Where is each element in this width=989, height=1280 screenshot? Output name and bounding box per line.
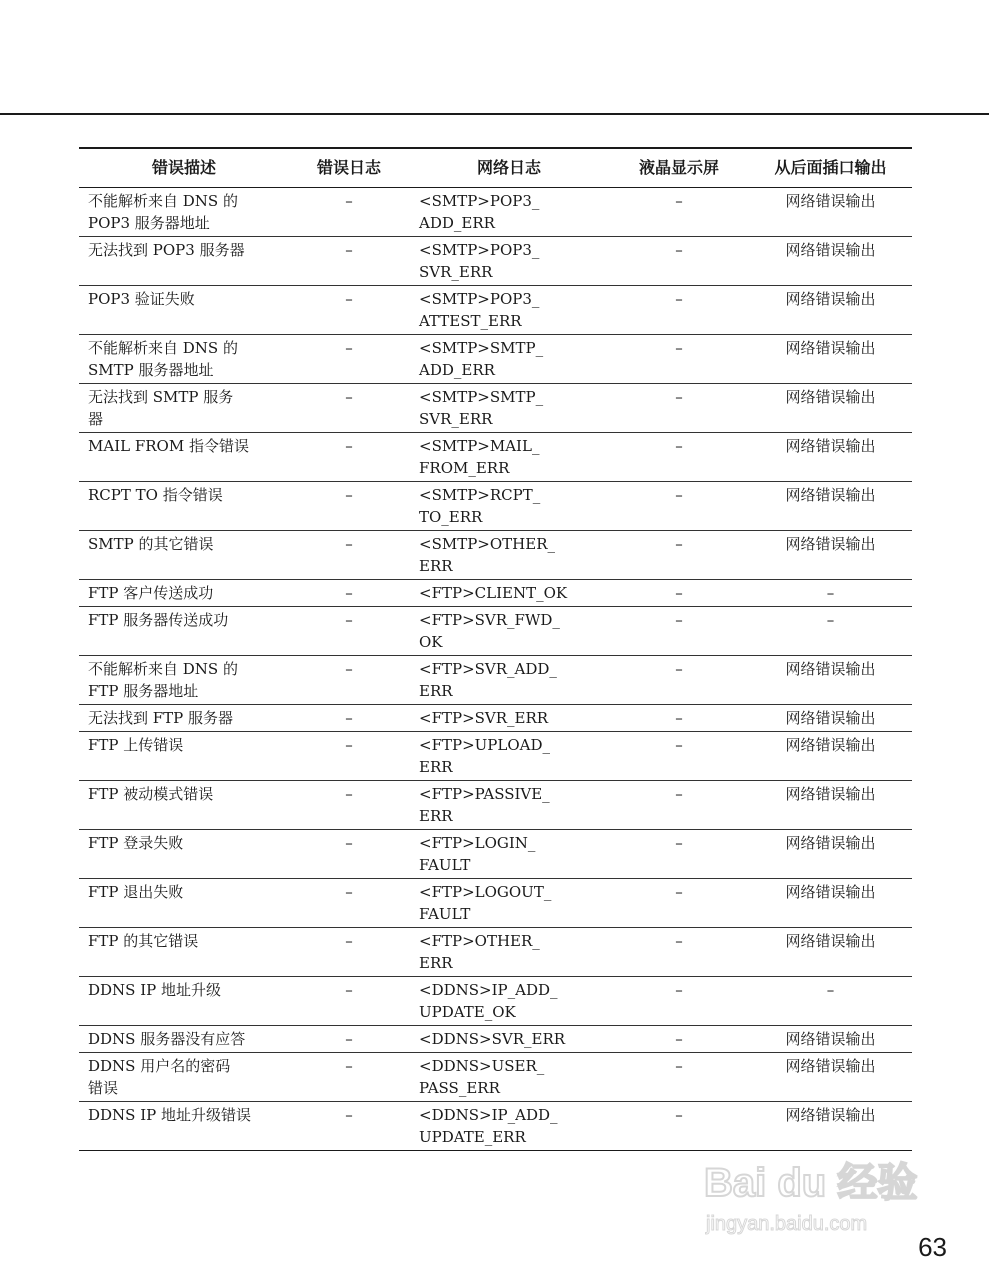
cell-rear-output: 网络错误输出 — [785, 535, 876, 553]
cell-description: MAIL FROM 指令错误 — [88, 437, 249, 455]
cell-rear-output: 网络错误输出 — [785, 388, 876, 406]
cell-description: DDNS IP 地址升级错误 — [88, 1106, 252, 1124]
cell-lcd: – — [675, 932, 683, 950]
cell-network-log: <SMTP>MAIL_ FROM_ERR — [419, 437, 540, 477]
cell-lcd: – — [675, 1106, 683, 1124]
cell-error-log: – — [345, 883, 353, 901]
cell-description: FTP 上传错误 — [88, 736, 184, 754]
table-row — [79, 1026, 912, 1053]
cell-network-log: <FTP>SVR_ERR — [419, 709, 549, 727]
cell-rear-output: 网络错误输出 — [785, 437, 876, 455]
cell-lcd: – — [675, 883, 683, 901]
cell-description: FTP 退出失败 — [88, 883, 184, 901]
cell-description: 无法找到 POP3 服务器 — [88, 241, 245, 259]
cell-network-log: <FTP>UPLOAD_ ERR — [419, 736, 550, 776]
cell-rear-output: 网络错误输出 — [785, 486, 876, 504]
cell-lcd: – — [675, 785, 683, 803]
cell-description: 无法找到 SMTP 服务 器 — [88, 388, 234, 428]
cell-network-log: <FTP>LOGOUT_ FAULT — [419, 883, 552, 923]
table-row — [79, 188, 912, 237]
cell-rear-output: 网络错误输出 — [785, 339, 876, 357]
cell-error-log: – — [345, 192, 353, 210]
watermark-brand: Bai du 经验 — [704, 1161, 918, 1205]
cell-error-log: – — [345, 660, 353, 678]
cell-network-log: <SMTP>SMTP_ SVR_ERR — [419, 388, 544, 428]
cell-lcd: – — [675, 192, 683, 210]
cell-network-log: <DDNS>IP_ADD_ UPDATE_ERR — [419, 1106, 558, 1146]
cell-error-log: – — [345, 1106, 353, 1124]
cell-network-log: <DDNS>USER_ PASS_ERR — [419, 1057, 545, 1097]
cell-description: 不能解析来自 DNS 的 FTP 服务器地址 — [88, 660, 238, 700]
table-header-row — [79, 148, 912, 188]
table-row — [79, 531, 912, 580]
cell-lcd: – — [675, 388, 683, 406]
table-row — [79, 286, 912, 335]
cell-description: FTP 的其它错误 — [88, 932, 199, 950]
table-row — [79, 732, 912, 781]
cell-network-log: <SMTP>OTHER_ ERR — [419, 535, 555, 575]
cell-description: DDNS 服务器没有应答 — [88, 1030, 246, 1048]
cell-rear-output: 网络错误输出 — [785, 785, 876, 803]
cell-error-log: – — [345, 736, 353, 754]
cell-lcd: – — [675, 611, 683, 629]
cell-error-log: – — [345, 584, 353, 602]
cell-lcd: – — [675, 981, 683, 999]
cell-rear-output: 网络错误输出 — [785, 290, 876, 308]
cell-description: 无法找到 FTP 服务器 — [88, 709, 234, 727]
cell-rear-output: 网络错误输出 — [785, 1057, 876, 1075]
table-row — [79, 607, 912, 656]
cell-error-log: – — [345, 1057, 353, 1075]
table-row — [79, 1053, 912, 1102]
cell-error-log: – — [345, 290, 353, 308]
cell-network-log: <SMTP>RCPT_ TO_ERR — [419, 486, 541, 526]
table-row — [79, 482, 912, 531]
cell-description: SMTP 的其它错误 — [88, 535, 214, 553]
baidu-jingyan-watermark — [700, 1150, 930, 1240]
header-rule — [0, 113, 989, 115]
cell-lcd: – — [675, 709, 683, 727]
col-header-description: 错误描述 — [151, 158, 216, 177]
cell-lcd: – — [675, 584, 683, 602]
cell-lcd: – — [675, 437, 683, 455]
cell-rear-output: 网络错误输出 — [785, 241, 876, 259]
cell-network-log: <DDNS>IP_ADD_ UPDATE_OK — [419, 981, 558, 1021]
cell-description: FTP 登录失败 — [88, 834, 184, 852]
table-row — [79, 384, 912, 433]
page-number: 63 — [918, 1232, 947, 1262]
cell-description: 不能解析来自 DNS 的 POP3 服务器地址 — [88, 192, 238, 232]
cell-rear-output: – — [826, 584, 835, 602]
cell-rear-output: 网络错误输出 — [785, 736, 876, 754]
table-row — [79, 580, 912, 607]
cell-lcd: – — [675, 1030, 683, 1048]
table-row — [79, 433, 912, 482]
cell-error-log: – — [345, 241, 353, 259]
cell-description: DDNS 用户名的密码 错误 — [88, 1057, 231, 1097]
error-table — [79, 147, 912, 1151]
cell-lcd: – — [675, 486, 683, 504]
cell-network-log: <SMTP>POP3_ ADD_ERR — [419, 192, 540, 232]
cell-description: RCPT TO 指令错误 — [88, 486, 223, 504]
cell-rear-output: 网络错误输出 — [785, 192, 876, 210]
cell-network-log: <DDNS>SVR_ERR — [419, 1030, 566, 1048]
cell-rear-output: 网络错误输出 — [785, 834, 876, 852]
cell-network-log: <SMTP>POP3_ SVR_ERR — [419, 241, 540, 281]
table-body — [79, 188, 912, 1151]
cell-description: FTP 服务器传送成功 — [88, 611, 229, 629]
cell-error-log: – — [345, 1030, 353, 1048]
cell-lcd: – — [675, 1057, 683, 1075]
cell-network-log: <FTP>OTHER_ ERR — [419, 932, 540, 972]
cell-lcd: – — [675, 660, 683, 678]
cell-network-log: <FTP>LOGIN_ FAULT — [419, 834, 536, 874]
cell-lcd: – — [675, 834, 683, 852]
cell-rear-output: – — [826, 981, 835, 999]
cell-rear-output: 网络错误输出 — [785, 709, 876, 727]
cell-lcd: – — [675, 290, 683, 308]
cell-rear-output: – — [826, 611, 835, 629]
cell-error-log: – — [345, 981, 353, 999]
cell-network-log: <FTP>PASSIVE_ ERR — [419, 785, 550, 825]
table-row — [79, 237, 912, 286]
cell-error-log: – — [345, 388, 353, 406]
col-header-rear-output: 从后面插口输出 — [774, 158, 887, 177]
table-row — [79, 656, 912, 705]
cell-error-log: – — [345, 932, 353, 950]
col-header-error-log: 错误日志 — [316, 158, 381, 177]
cell-rear-output: 网络错误输出 — [785, 932, 876, 950]
cell-error-log: – — [345, 709, 353, 727]
cell-network-log: <FTP>CLIENT_OK — [419, 584, 568, 602]
table-row — [79, 1102, 912, 1151]
cell-description: FTP 被动模式错误 — [88, 785, 214, 803]
cell-network-log: <FTP>SVR_FWD_ OK — [419, 611, 560, 651]
cell-description: POP3 验证失败 — [88, 290, 195, 308]
cell-error-log: – — [345, 535, 353, 553]
table-row — [79, 335, 912, 384]
cell-lcd: – — [675, 339, 683, 357]
cell-error-log: – — [345, 339, 353, 357]
cell-description: DDNS IP 地址升级 — [88, 981, 222, 999]
cell-rear-output: 网络错误输出 — [785, 883, 876, 901]
table-row — [79, 928, 912, 977]
watermark-url: jingyan.baidu.com — [706, 1213, 868, 1235]
table-row — [79, 879, 912, 928]
cell-error-log: – — [345, 834, 353, 852]
cell-description: FTP 客户传送成功 — [88, 584, 214, 602]
col-header-network-log: 网络日志 — [476, 158, 541, 177]
cell-lcd: – — [675, 736, 683, 754]
cell-rear-output: 网络错误输出 — [785, 660, 876, 678]
table-row — [79, 705, 912, 732]
cell-error-log: – — [345, 785, 353, 803]
table-row — [79, 977, 912, 1026]
cell-network-log: <SMTP>POP3_ ATTEST_ERR — [419, 290, 540, 330]
cell-error-log: – — [345, 437, 353, 455]
table-row — [79, 830, 912, 879]
cell-network-log: <SMTP>SMTP_ ADD_ERR — [419, 339, 544, 379]
cell-error-log: – — [345, 486, 353, 504]
cell-rear-output: 网络错误输出 — [785, 1106, 876, 1124]
cell-lcd: – — [675, 535, 683, 553]
cell-description: 不能解析来自 DNS 的 SMTP 服务器地址 — [88, 339, 238, 379]
cell-network-log: <FTP>SVR_ADD_ ERR — [419, 660, 557, 700]
cell-error-log: – — [345, 611, 353, 629]
cell-lcd: – — [675, 241, 683, 259]
table-row — [79, 781, 912, 830]
cell-rear-output: 网络错误输出 — [785, 1030, 876, 1048]
col-header-lcd: 液晶显示屏 — [638, 158, 719, 177]
